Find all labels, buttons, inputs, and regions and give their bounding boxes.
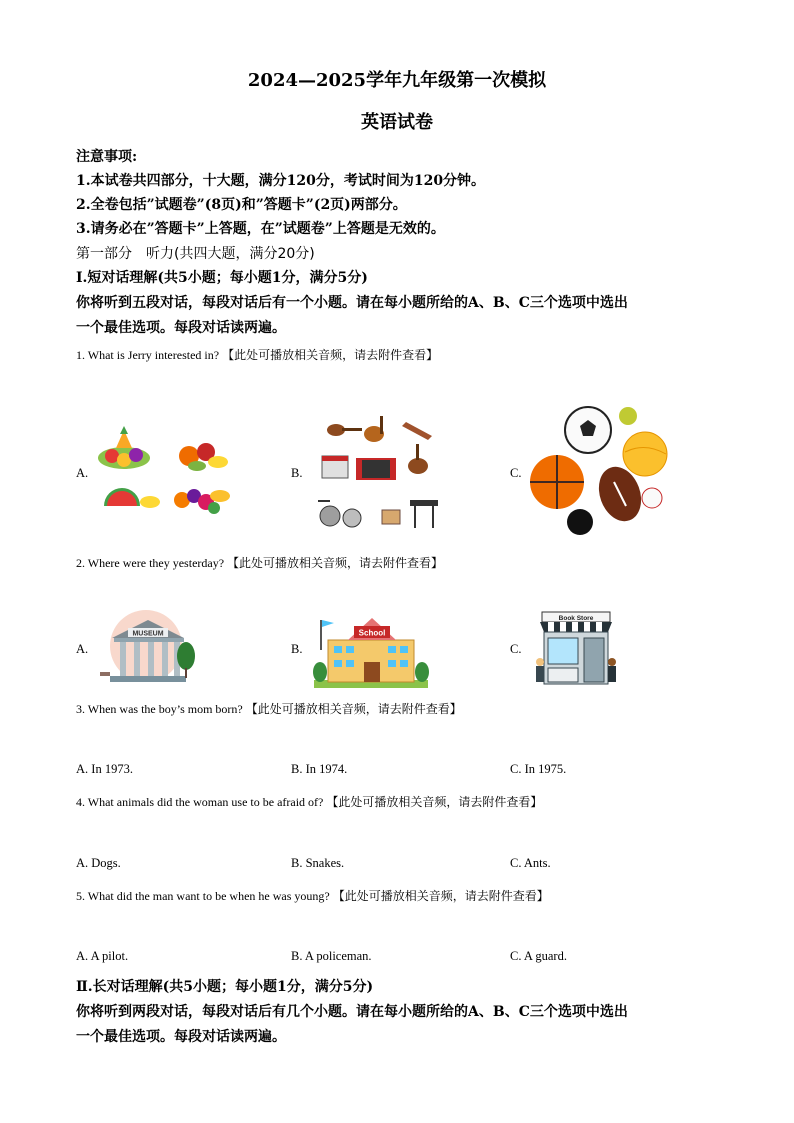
q2-option-b[interactable]: B.: [291, 642, 303, 656]
q5-option-b[interactable]: B. A policeman.: [291, 949, 372, 963]
question-2-text: 2. Where were they yesterday?: [76, 556, 225, 570]
section1-instruction-line1: 你将听到五段对话，每段对话后有一个小题。请在每小题所给的A、B、C三个选项中选出: [76, 295, 628, 311]
museum-image: [98, 610, 198, 690]
question-3-text: 3. When was the boy’s mom born?: [76, 702, 243, 716]
q5-option-a[interactable]: A. A pilot.: [76, 949, 129, 963]
notice-item-2: 2.全卷包括”试题卷”(8页)和”答题卡”(2页)两部分。: [76, 197, 407, 213]
question-1-text: 1. What is Jerry interested in?: [76, 348, 220, 362]
question-5-text: 5. What did the man want to be when he was young?: [76, 889, 330, 903]
section2-instruction-line1: 你将听到两段对话，每段对话后有几个小题。请在每小题所给的A、B、C三个选项中选出: [76, 1004, 628, 1020]
instruments-image: [314, 410, 444, 536]
section2-instruction-line2: 一个最佳选项。每段对话读两遍。: [76, 1029, 286, 1045]
part1-heading: 第一部分 听力(共四大题，满分20分): [76, 246, 315, 262]
question-3: [76, 700, 462, 717]
q5-option-c[interactable]: C. A guard.: [510, 949, 567, 963]
question-4-text: 4. What animals did the woman use to be afraid of?: [76, 795, 324, 809]
q4-option-a[interactable]: A. Dogs.: [76, 856, 121, 870]
notice-item-3: 3.请务必在”答题卡”上答题，在”试题卷”上答题是无效的。: [76, 221, 445, 237]
exam-title: 2024—2025学年九年级第一次模拟: [247, 70, 547, 91]
audio-note: 【此处可播放相关音频，请去附件查看】: [222, 348, 439, 362]
q3-option-a[interactable]: A. In 1973.: [76, 762, 133, 776]
q4-option-b[interactable]: B. Snakes.: [291, 856, 345, 870]
audio-note: 【此处可播放相关音频，请去附件查看】: [227, 556, 444, 570]
section1-instruction-line2: 一个最佳选项。每段对话读两遍。: [76, 320, 286, 336]
q1-option-a[interactable]: A.: [76, 466, 89, 480]
q3-option-c[interactable]: C. In 1975.: [510, 762, 567, 776]
school-image: [312, 610, 430, 690]
question-1: [76, 346, 438, 363]
bookstore-sign: Book Store: [558, 615, 594, 622]
q3-option-b[interactable]: B. In 1974.: [291, 762, 348, 776]
section1-heading: Ⅰ.短对话理解(共5小题；每小题1分，满分5分): [76, 270, 368, 286]
q1-option-c[interactable]: C.: [510, 466, 522, 480]
question-2: [76, 554, 443, 571]
school-sign: School: [358, 628, 386, 638]
notice-item-1: 1.本试卷共四部分，十大题，满分120分，考试时间为120分钟。: [76, 173, 486, 189]
audio-note: 【此处可播放相关音频，请去附件查看】: [326, 795, 543, 809]
q2-option-a[interactable]: A.: [76, 642, 89, 656]
exam-subtitle: 英语试卷: [361, 112, 433, 133]
museum-sign: MUSEUM: [132, 630, 164, 638]
audio-note: 【此处可播放相关音频，请去附件查看】: [245, 702, 462, 716]
bookstore-image: [534, 610, 618, 690]
audio-note: 【此处可播放相关音频，请去附件查看】: [332, 889, 549, 903]
question-5: [76, 887, 549, 904]
q4-option-c[interactable]: C. Ants.: [510, 856, 551, 870]
sports-balls-image: [528, 406, 670, 538]
fruits-image: [94, 426, 254, 522]
question-4: [76, 793, 542, 810]
section2-heading: Ⅱ.长对话理解(共5小题；每小题1分，满分5分): [76, 979, 374, 995]
q2-option-c[interactable]: C.: [510, 642, 522, 656]
q1-option-b[interactable]: B.: [291, 466, 303, 480]
notice-heading: 注意事项:: [76, 149, 138, 165]
